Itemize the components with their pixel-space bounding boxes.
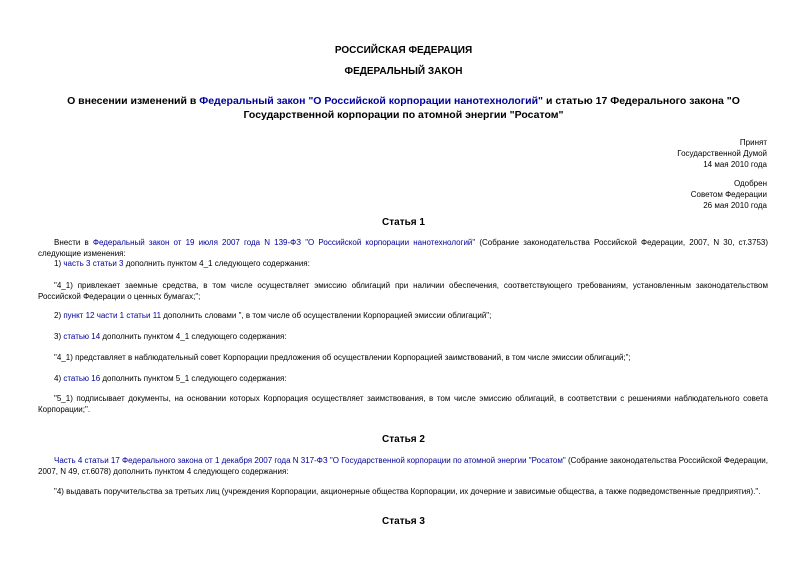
item1-num: 1)	[54, 259, 64, 268]
article2-text: (Собрание законодательства Российской Федерации, 2007, N 49, ст.6078) дополнить пунктом 4 следующего содержания:	[38, 456, 768, 476]
article1-item4	[38, 373, 768, 384]
item1-text: дополнить пунктом 4_1 следующего содержания:	[123, 259, 310, 268]
article1-item3	[38, 331, 768, 342]
item4-text: дополнить пунктом 5_1 следующего содержания:	[100, 374, 287, 383]
adopted-block	[677, 137, 767, 170]
title-link-nanotech-law[interactable]: Федеральный закон "О Российской корпорации нанотехнологий"	[199, 95, 544, 107]
article2-quote: "4) выдавать поручительства за третьих лиц (учреждения Корпорации, акционерные общества Корпорации, их дочерние и зависимые общества, а также подведомственные предприятия).".	[54, 487, 761, 496]
country-heading: РОССИЙСКАЯ ФЕДЕРАЦИЯ	[334, 45, 473, 56]
title-part1: О внесении изменений в	[67, 95, 200, 107]
article3-heading: Статья 3	[382, 516, 425, 527]
article1-item3-quote: "4_1) представляет в наблюдательный совет Корпорации предложения об осуществлении Корпорацией заимствований, в том числе эмиссии облигаций;";	[54, 353, 631, 362]
item4-num: 4)	[54, 374, 64, 383]
article1-heading: Статья 1	[382, 217, 425, 228]
item2-text: дополнить словами ", в том числе об осуществлении Корпорацией эмиссии облигаций";	[161, 311, 492, 320]
approved-line3: 26 мая 2010 года	[703, 201, 767, 210]
doc-type-heading: ФЕДЕРАЛЬНЫЙ ЗАКОН	[344, 66, 463, 77]
article2-body	[38, 455, 768, 477]
title-part2: и статью 17 Федерального закона "О Государственной корпорации по атомной энергии "Росатом"	[243, 95, 740, 121]
article1-intro-pre: Внести в	[54, 238, 93, 247]
item3-num: 3)	[54, 332, 64, 341]
approved-line2: Советом Федерации	[690, 190, 767, 199]
article1-intro-post: (Собрание законодательства Российской Федерации, 2007, N 30, ст.3753) следующие изменения:	[38, 238, 769, 258]
approved-block	[691, 178, 767, 211]
article2-link[interactable]: Часть 4 статьи 17 Федерального закона от 1 декабря 2007 года N 317-ФЗ "О Государственной корпорации по атомной энергии "Росатом"	[54, 456, 566, 465]
item4-link[interactable]: статью 16	[63, 374, 101, 383]
adopted-line1: Принят	[739, 138, 767, 147]
adopted-line3: 14 мая 2010 года	[703, 160, 767, 169]
article1-intro-link[interactable]: Федеральный закон от 19 июля 2007 года N 139-ФЗ "О Российской корпорации нанотехнологий"	[92, 238, 476, 247]
adopted-line2: Государственной Думой	[677, 149, 767, 158]
article1-item1-quote: "4_1) привлекает заемные средства, в том числе осуществляет эмиссию облигаций при наличии обеспечения, соответствующего требованиям, установленным законодательством Российской Федерации о ценных бумагах;";	[38, 281, 768, 301]
article1-item2	[38, 310, 768, 321]
approved-line1: Одобрен	[733, 179, 767, 188]
article1-item4-quote: "5_1) подписывает документы, на основании которых Корпорация осуществляет заимствования, в том числе эмиссию облигаций, в соответствии с решениями наблюдательного совета Корпорации;".	[38, 394, 768, 414]
item1-link[interactable]: часть 3 статьи 3	[63, 259, 124, 268]
law-title	[30, 94, 777, 122]
item2-num: 2)	[54, 311, 64, 320]
item2-link[interactable]: пункт 12 части 1 статьи 11	[63, 311, 162, 320]
article2-heading: Статья 2	[382, 434, 425, 445]
item3-text: дополнить пунктом 4_1 следующего содержания:	[100, 332, 287, 341]
article1-intro	[38, 237, 768, 259]
article1-item1	[38, 258, 768, 269]
item3-link[interactable]: статью 14	[63, 332, 101, 341]
